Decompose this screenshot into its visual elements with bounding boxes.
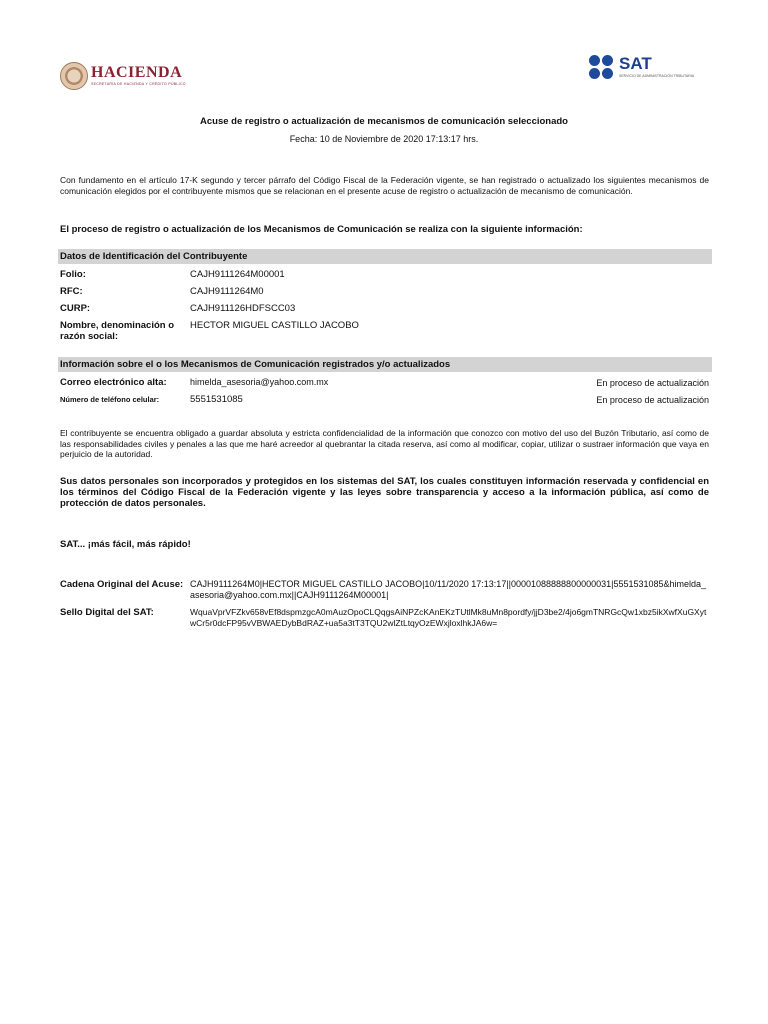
cadena-value: CAJH9111264M0|HECTOR MIGUEL CASTILLO JACOBO|10/11/2020 17:13:17||00001088888800000031|5551531085&himelda_asesoria@yahoo.com.mx||CAJH9111264M00001| xyxy=(190,579,707,600)
phone-label: Número de teléfono celular: xyxy=(60,395,160,404)
sat-logo-subtitle: SERVICIO DE ADMINISTRACIÓN TRIBUTARIA xyxy=(619,74,695,78)
curp-value: CAJH911126HDFSCC03 xyxy=(190,303,296,314)
email-value: himelda_asesoria@yahoo.com.mx xyxy=(190,377,329,387)
rfc-value: CAJH9111264M0 xyxy=(190,286,264,297)
intro-paragraph: Con fundamento en el artículo 17-K segundo y tercer párrafo del Código Fiscal de la Federación vigente, se han registrado o actualizado los siguientes mecanismos de comunicación elegidos por el contribuyente mismos que se relacionan en el presente acuse de registro o actualización de mecanismo de comunicación. xyxy=(60,175,709,196)
folio-label: Folio: xyxy=(60,269,86,280)
sat-dots-icon xyxy=(588,54,616,82)
folio-value: CAJH9111264M00001 xyxy=(190,269,285,280)
process-note: El proceso de registro o actualización de los Mecanismos de Comunicación se realiza con la siguiente información: xyxy=(60,224,583,235)
sat-slogan: SAT... ¡más fácil, más rápido! xyxy=(60,539,191,550)
sello-value: WquaVprVFZkv658vEf8dspmzgcA0mAuzOpoCLQqgsAiNPZcKAnEKzTUtlMk8uMn8pordfy/jjD3be2/4jo6gmTNRGcQw1xbz5ikXwfXuGXytwCr5r0dcFP95vVBWAEDybBdRAZ+ua5a3tT3TQU2wlZtLtqyOzEWxjloxlhkJA6w= xyxy=(190,607,707,628)
name-value: HECTOR MIGUEL CASTILLO JACOBO xyxy=(190,320,359,331)
email-label: Correo electrónico alta: xyxy=(60,377,167,388)
curp-label: CURP: xyxy=(60,303,91,314)
cadena-label: Cadena Original del Acuse: xyxy=(60,579,184,590)
email-status: En proceso de actualización xyxy=(596,378,709,388)
hacienda-logo-text: HACIENDA xyxy=(91,64,183,81)
coat-of-arms-icon xyxy=(60,62,88,90)
phone-status: En proceso de actualización xyxy=(596,395,709,405)
rfc-label: RFC: xyxy=(60,286,83,297)
mechanisms-section-header: Información sobre el o los Mecanismos de Comunicación registrados y/o actualizados xyxy=(58,357,712,372)
privacy-notice: Sus datos personales son incorporados y protegidos en los sistemas del SAT, los cuales constituyen información reservada y confidencial en los términos del Código Fiscal de la Federación vigente y las leyes sobre transparencia y acceso a la información pública, así como de protección de datos personales. xyxy=(60,476,709,509)
document-title: Acuse de registro o actualización de mecanismos de comunicación seleccionado xyxy=(200,116,568,127)
taxpayer-section-header: Datos de Identificación del Contribuyente xyxy=(58,249,712,264)
sello-label: Sello Digital del SAT: xyxy=(60,607,154,618)
confidentiality-paragraph: El contribuyente se encuentra obligado a guardar absoluta y estricta confidencialidad de la información que conozco con motivo del uso del Buzón Tributario, así como de las responsabilidades civiles y penales a las que me haré acreedor al quebrantar la citada reserva, así como al modificar, copiar, utilizar o sustraer información que vaya en perjuicio de la autoridad. xyxy=(60,428,709,459)
sat-logo-text: SAT xyxy=(619,54,652,73)
phone-value: 5551531085 xyxy=(190,394,243,405)
hacienda-logo xyxy=(60,60,190,94)
name-label: Nombre, denominación o razón social: xyxy=(60,320,175,342)
hacienda-logo-subtitle: SECRETARÍA DE HACIENDA Y CRÉDITO PÚBLICO xyxy=(91,82,186,86)
sat-logo xyxy=(588,54,708,84)
document-date: Fecha: 10 de Noviembre de 2020 17:13:17 hrs. xyxy=(289,134,479,144)
